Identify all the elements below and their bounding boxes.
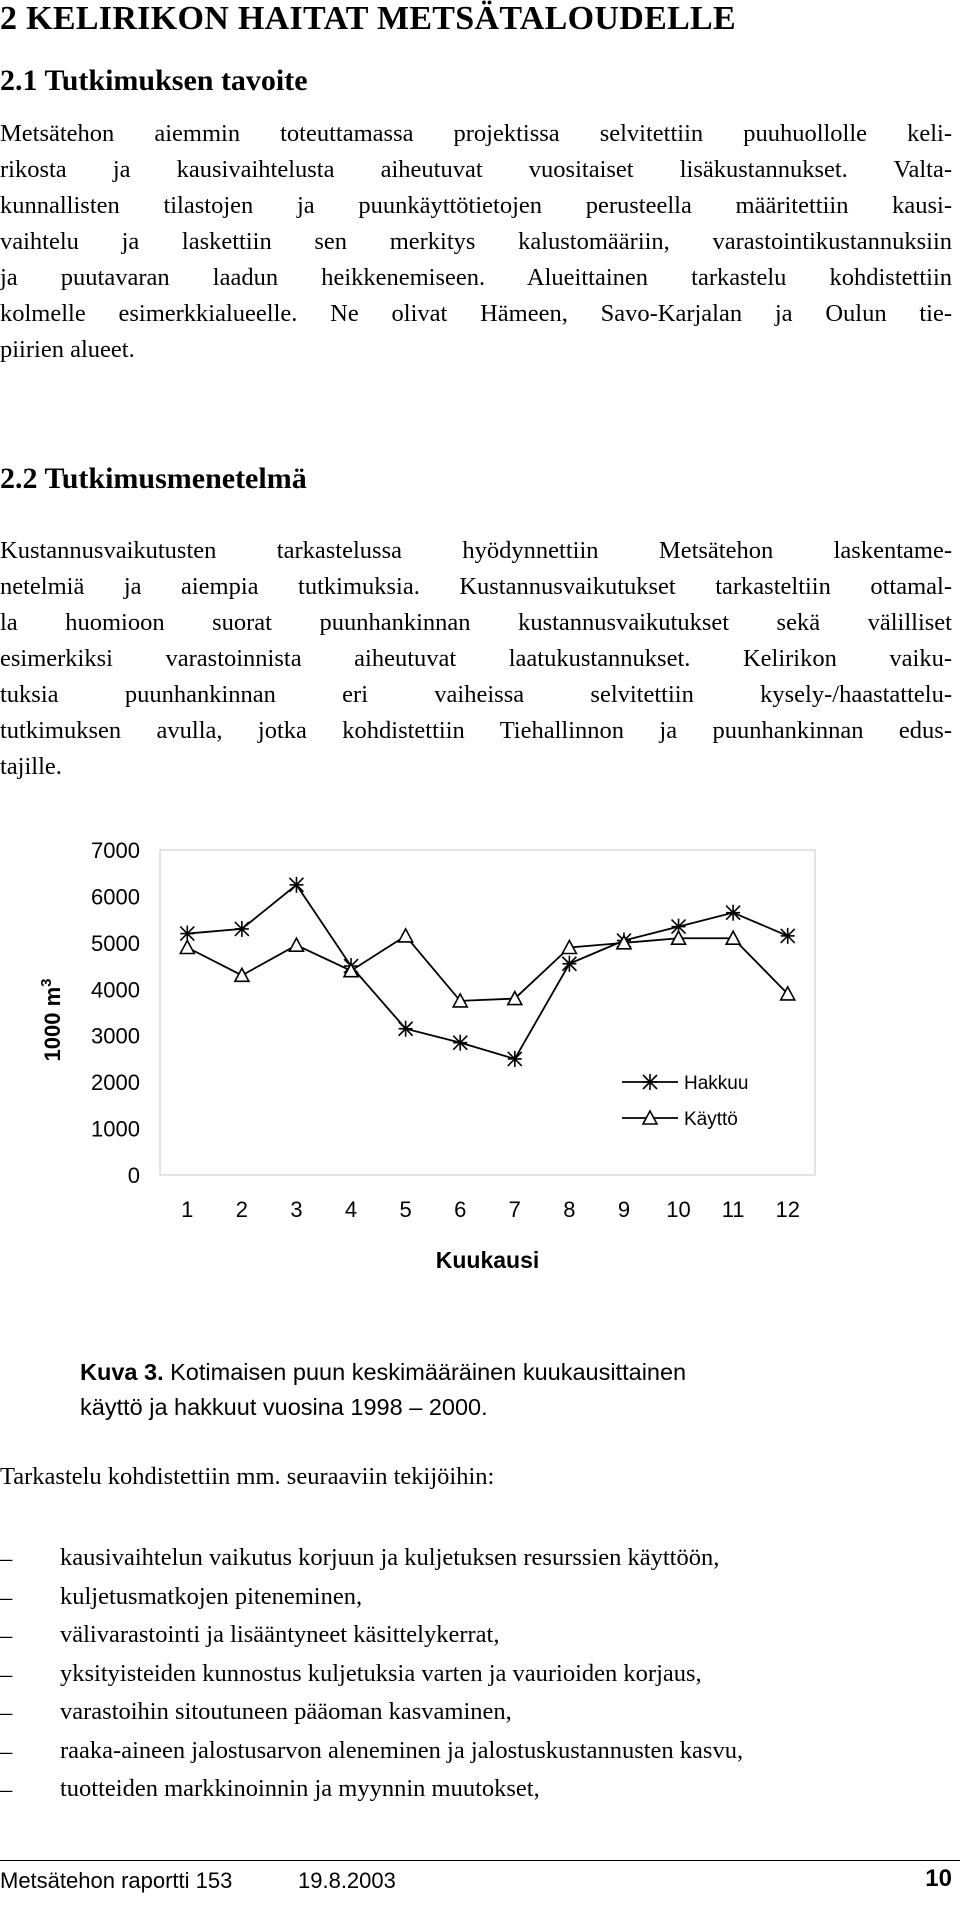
caption-label: Kuva 3. xyxy=(80,1359,164,1385)
caption-text-line2: käyttö ja hakkuut vuosina 1998 – 2000. xyxy=(80,1394,488,1420)
data-point xyxy=(235,921,249,937)
legend-marker xyxy=(643,1074,657,1090)
x-axis-label: Kuukausi xyxy=(435,1247,540,1273)
legend-item xyxy=(622,1109,738,1130)
list-item-text: raaka-aineen jalostusarvon aleneminen ja jalostuskustannusten kasvu, xyxy=(60,1736,744,1764)
paragraph-line: esimerkiksi varastoinnista aiheutuvat laatukustannukset. Kelirikon vaiku- xyxy=(0,645,952,672)
paragraph-line: ja puutavaran laadun heikkenemiseen. Alueittainen tarkastelu kohdistettiin xyxy=(0,264,952,291)
y-axis-title xyxy=(38,979,65,1062)
y-tick-label: 1000 xyxy=(91,1116,140,1142)
data-point xyxy=(289,938,303,951)
series-layer xyxy=(180,877,794,1067)
list-item-text: kausivaihtelun vaikutus korjuun ja kuljetuksen resurssien käyttöön, xyxy=(60,1544,720,1571)
section-heading-tutkimusmenetelma: 2.2 Tutkimusmenetelmä xyxy=(0,462,307,495)
x-tick-label: 9 xyxy=(617,1197,631,1222)
dash-bullet: – xyxy=(0,1622,13,1649)
series-hakkuu xyxy=(180,877,794,1067)
paragraph-line: tuksia puunhankinnan eri vaiheissa selvitettiin kysely-/haastattelu- xyxy=(0,681,952,708)
data-point xyxy=(399,929,413,942)
list-item-text: kuljetusmatkojen piteneminen, xyxy=(60,1582,363,1610)
y-axis-label: 1000 $m^3$ xyxy=(38,978,65,1062)
list-item-text: tuotteiden markkinoinnin ja myynnin muutokset, xyxy=(60,1775,540,1802)
paragraph-line: vaihtelu ja laskettiin sen merkitys kalustomääriin, varastointikustannuksiin xyxy=(0,228,952,255)
series-käyttö xyxy=(180,929,794,1007)
list-item-text: varastoihin sitoutuneen pääoman kasvaminen, xyxy=(60,1698,512,1725)
list-intro: Tarkastelu kohdistettiin mm. seuraaviin tekijöihin: xyxy=(0,1463,495,1490)
data-point xyxy=(289,877,303,893)
footer-date: 19.8.2003 xyxy=(298,1868,396,1893)
paragraph-tavoite xyxy=(0,116,952,368)
data-point xyxy=(508,1051,522,1067)
x-tick-label: 4 xyxy=(344,1197,358,1222)
paragraph-line: tajille. xyxy=(0,753,62,780)
paragraph-line: piirien alueet. xyxy=(0,336,135,363)
x-tick-label: 5 xyxy=(399,1197,412,1222)
y-tick-label: 6000 xyxy=(91,884,140,910)
x-tick-label: 12 xyxy=(775,1197,800,1222)
chapter-heading: 2 KELIRIKON HAITAT METSÄTALOUDELLE xyxy=(0,0,737,37)
data-point xyxy=(781,928,795,944)
legend-item xyxy=(622,1073,748,1094)
dash-bullet: – xyxy=(0,1545,13,1572)
dash-bullet: – xyxy=(0,1776,13,1803)
y-tick-label: 0 xyxy=(127,1163,140,1188)
x-tick-label: 8 xyxy=(563,1197,576,1222)
x-tick-labels xyxy=(181,1197,800,1222)
footer-rule xyxy=(0,1860,960,1861)
data-point xyxy=(399,1021,413,1037)
x-tick-label: 3 xyxy=(290,1197,303,1222)
caption-text: Kotimaisen puun keskimääräinen kuukausittainen xyxy=(163,1359,687,1385)
x-axis-title xyxy=(436,1247,540,1273)
list-item-text: välivarastointi ja lisääntyneet käsittelykerrat, xyxy=(60,1621,500,1648)
page-number: 10 xyxy=(925,1865,952,1892)
y-tick-label: 3000 xyxy=(91,1023,140,1049)
paragraph-line: kolmelle esimerkkialueelle. Ne olivat Hämeen, Savo-Karjalan ja Oulun tie- xyxy=(0,300,952,327)
paragraph-line: tutkimuksen avulla, jotka kohdistettiin Tiehallinnon ja puunhankinnan edus- xyxy=(0,717,952,744)
dash-bullet: – xyxy=(0,1583,13,1611)
y-tick-label: 4000 xyxy=(91,977,140,1003)
figure-caption xyxy=(80,1355,686,1425)
data-point xyxy=(726,905,740,921)
data-point xyxy=(235,968,249,981)
paragraph-tutkimusmenetelma xyxy=(0,533,952,785)
x-tick-label: 7 xyxy=(508,1197,521,1222)
legend-label: Hakkuu xyxy=(684,1073,749,1094)
data-point xyxy=(180,941,194,954)
list-item-text: yksityisteiden kunnostus kuljetuksia varten ja vaurioiden korjaus, xyxy=(60,1659,702,1687)
dash-bullet: – xyxy=(0,1660,13,1688)
line-chart xyxy=(0,820,960,1320)
legend-label: Käyttö xyxy=(684,1109,738,1130)
series-line xyxy=(187,936,787,1001)
section-heading-tavoite: 2.1 Tutkimuksen tavoite xyxy=(0,64,308,97)
paragraph-line: la huomioon suorat puunhankinnan kustannusvaikutukset sekä välilliset xyxy=(0,609,952,636)
footer-report: Metsätehon raportti 153 xyxy=(0,1868,233,1893)
y-tick-label: 5000 xyxy=(91,930,140,956)
data-point xyxy=(562,956,576,972)
data-point xyxy=(453,1035,467,1051)
y-tick-label: 7000 xyxy=(91,838,140,863)
series-line xyxy=(187,885,787,1059)
x-tick-label: 6 xyxy=(454,1197,467,1222)
paragraph-line: netelmiä ja aiempia tutkimuksia. Kustannusvaikutukset tarkasteltiin ottamal- xyxy=(0,573,952,600)
y-axis-label-superscript: 3 xyxy=(38,978,55,987)
x-tick-label: 2 xyxy=(235,1197,248,1222)
y-tick-label: 2000 xyxy=(91,1070,140,1096)
paragraph-line: kunnallisten tilastojen ja puunkäyttötietojen perusteella määritettiin kausi- xyxy=(0,192,952,219)
x-tick-label: 10 xyxy=(666,1197,691,1222)
chart-legend xyxy=(622,1073,748,1130)
paragraph-line: Metsätehon aiemmin toteuttamassa projektissa selvitettiin puuhuollolle keli- xyxy=(0,120,952,147)
paragraph-line: rikosta ja kausivaihtelusta aiheutuvat vuositaiset lisäkustannukset. Valta- xyxy=(0,156,952,183)
dash-bullet: – xyxy=(0,1699,13,1726)
x-tick-label: 11 xyxy=(721,1197,745,1222)
x-tick-label: 1 xyxy=(181,1197,194,1222)
paragraph-line: Kustannusvaikutusten tarkastelussa hyödynnettiin Metsätehon laskentame- xyxy=(0,537,952,564)
dash-bullet: – xyxy=(0,1737,13,1765)
y-tick-labels xyxy=(91,838,140,1188)
